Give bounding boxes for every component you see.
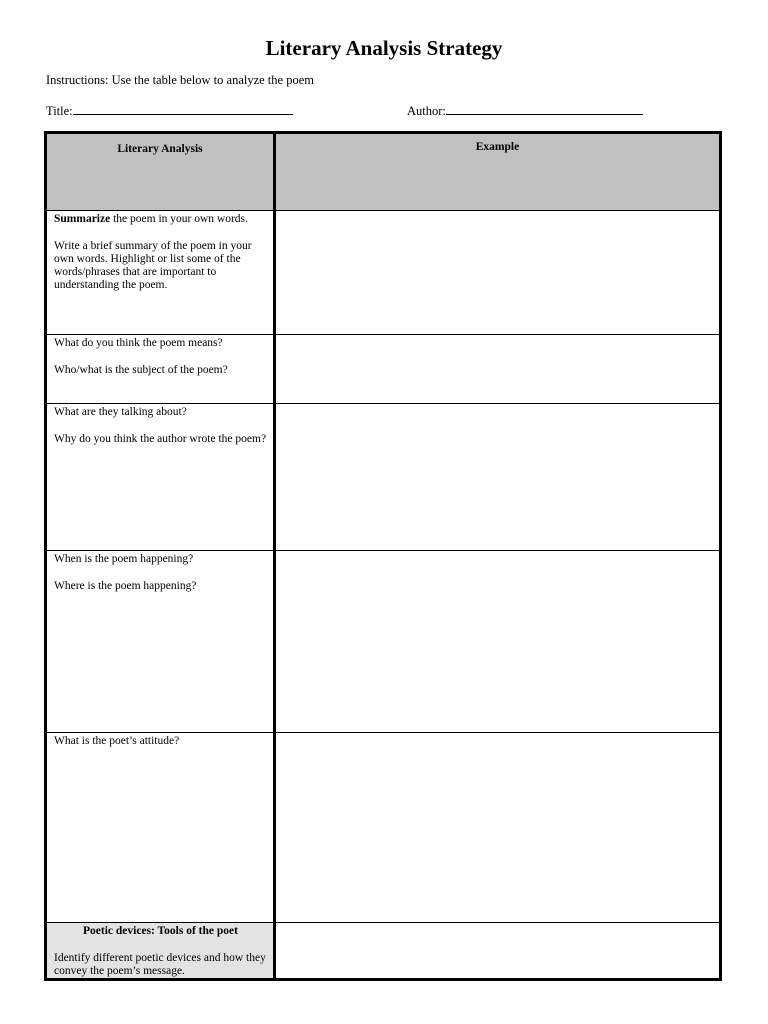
poetic-devices-heading: Poetic devices: Tools of the poet [83,925,238,937]
prompt-attitude: What is the poet’s attitude? [54,735,180,747]
prompt-cell [46,551,275,733]
summarize-rest: the poem in your own words. [110,213,248,225]
summarize-detail: Write a brief summary of the poem in your own words. Highlight or list some of the words/phrases that are important to understanding the poem. [54,240,252,291]
table-row [46,551,721,733]
prompt-where: Where is the poem happening? [54,580,197,592]
prompt-cell [46,733,275,923]
poetic-devices-detail: Identify different poetic devices and how they convey the poem’s message. [54,952,266,977]
page-title: Literary Analysis Strategy [265,36,503,60]
example-cell-meaning[interactable] [275,335,721,404]
table-row [46,923,721,980]
prompt-meaning: What do you think the poem means? [54,337,223,349]
example-cell-attitude[interactable] [275,733,721,923]
table-row [46,211,721,335]
author-blank-line[interactable] [446,102,643,115]
prompt-when: When is the poem happening? [54,553,194,565]
prompt-subject: Who/what is the subject of the poem? [54,364,228,376]
analysis-table [44,131,722,981]
instructions-text: Instructions: Use the table below to analyze the poem [46,73,314,87]
table-row [46,733,721,923]
example-cell-summary[interactable] [275,211,721,335]
example-cell-topic[interactable] [275,404,721,551]
table-row [46,404,721,551]
header-literary-analysis: Literary Analysis [46,133,275,211]
summarize-lead: Summarize [54,213,111,225]
prompt-cell [46,404,275,551]
prompt-cell [46,335,275,404]
table-row [46,335,721,404]
prompt-cell [46,211,275,335]
title-label: Title: [46,104,73,118]
title-blank-line[interactable] [73,102,293,115]
prompt-talking-about: What are they talking about? [54,406,187,418]
prompt-cell-devices [46,923,275,980]
title-field[interactable] [46,102,293,119]
author-field[interactable] [407,102,643,119]
header-example: Example [275,133,721,211]
author-label: Author: [407,104,446,118]
example-cell-devices[interactable] [275,923,721,980]
example-cell-setting[interactable] [275,551,721,733]
table-header-row [46,133,721,211]
prompt-why-wrote: Why do you think the author wrote the poem? [54,433,267,445]
